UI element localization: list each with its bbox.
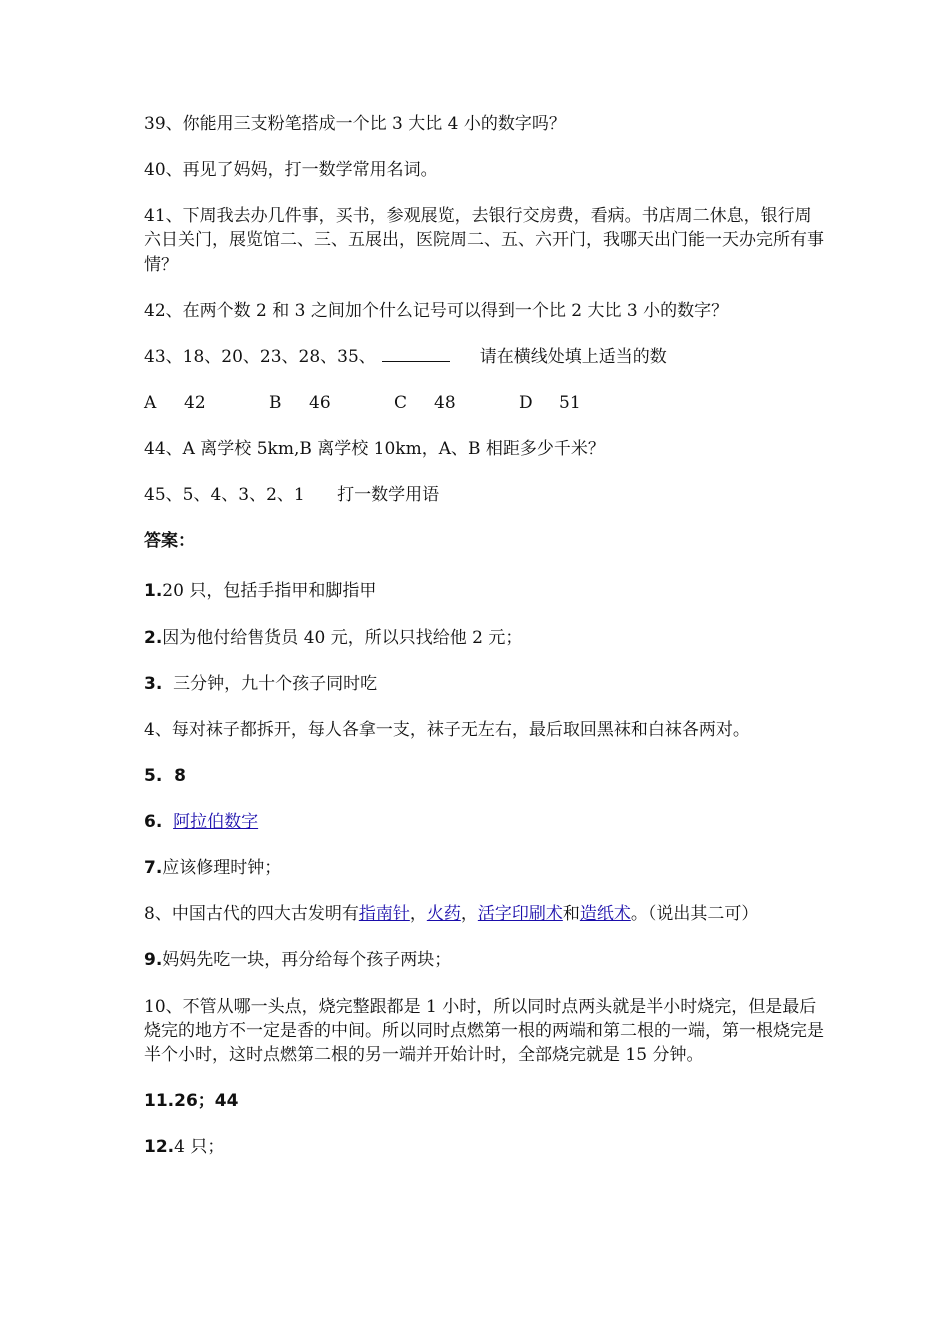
question-41: 41、下周我去办几件事，买书，参观展览，去银行交房费，看病。书店周二休息，银行周六日关门，展览馆二、三、五展出，医院周二、五、六开门，我哪天出门能一天办完所有事情？ [144, 206, 824, 275]
question-44: 44、A 离学校 5km,B 离学校 10km，A、B 相距多少千米？ [144, 439, 605, 459]
question-39: 39、你能用三支粉笔搭成一个比 3 大比 4 小的数字吗？ [144, 114, 566, 134]
answer-text: 因为他付给售货员 40 元，所以只找给他 2 元； [162, 627, 523, 648]
answer-number: 6. [144, 812, 163, 832]
question-43-options [144, 391, 824, 415]
option-d [519, 391, 644, 415]
question-43-instruction: 请在横线处填上适当的数 [479, 346, 667, 367]
question-43-sequence: 43、18、20、23、28、35、 [144, 346, 376, 367]
question-43 [144, 345, 824, 369]
answer-text: 应该修理时钟； [162, 858, 282, 879]
answer-9 [144, 948, 824, 972]
answer-8 [144, 902, 824, 926]
answer-number: 1. [144, 581, 163, 602]
answer-12 [144, 1135, 824, 1159]
option-value: 46 [309, 392, 331, 413]
question-45: 45、5、4、3、2、1 打一数学用语 [144, 485, 440, 506]
option-letter: A [144, 392, 157, 413]
option-letter: B [269, 392, 282, 413]
answer-number: 9. [144, 950, 163, 971]
option-b [269, 391, 394, 415]
link-gunpowder[interactable]: 火药 [426, 904, 461, 925]
answer-text: 三分钟，九十个孩子同时吃 [162, 673, 378, 694]
link-movable-type-printing[interactable]: 活字印刷术 [477, 904, 563, 925]
separator: 和 [562, 904, 580, 925]
separator: ， [409, 904, 427, 925]
separator: ， [460, 904, 478, 925]
question-42: 42、在两个数 2 和 3 之间加个什么记号可以得到一个比 2 大比 3 小的数字？ [144, 300, 729, 321]
link-arabic-numerals[interactable]: 阿拉伯数字 [173, 812, 259, 832]
option-a [144, 391, 269, 415]
answer-7 [144, 856, 824, 880]
answer-6 [144, 810, 824, 834]
question-40: 40、再见了妈妈，打一数学常用名词。 [144, 160, 438, 181]
answer-2 [144, 626, 824, 650]
answer-blank [382, 347, 450, 362]
option-value: 48 [434, 392, 456, 413]
answer-5: 5. 8 [144, 765, 186, 786]
link-compass[interactable]: 指南针 [358, 904, 410, 925]
document-page [144, 112, 824, 1181]
answer-number: 2. [144, 627, 163, 648]
option-letter: C [394, 392, 408, 413]
answer-text: 20 只，包括手指甲和脚指甲 [162, 581, 377, 602]
answer-suffix: 。（说出其二可） [630, 904, 759, 925]
answer-1 [144, 579, 824, 603]
answer-10: 10、不管从哪一头点，烧完整跟都是 1 小时，所以同时点两头就是半小时烧完，但是最后烧完的地方不一定是香的中间。所以同时点燃第一根的两端和第二根的一端，第一根烧完是半个小时，这时点燃第二根的另一端并开始计时，全部烧完就是 15 分钟。 [144, 996, 824, 1065]
answer-number: 3. [144, 673, 163, 694]
option-letter: D [519, 392, 533, 413]
answer-text: 4 只； [174, 1137, 225, 1157]
answer-number: 7. [144, 858, 163, 879]
link-papermaking[interactable]: 造纸术 [579, 904, 631, 925]
answer-number: 12. [144, 1137, 175, 1157]
option-c [394, 391, 519, 415]
option-value: 42 [184, 392, 206, 413]
answer-11: 11.26；44 [144, 1090, 239, 1111]
answer-4: 4、每对袜子都拆开，每人各拿一支，袜子无左右，最后取回黑袜和白袜各两对。 [144, 719, 750, 740]
answer-text: 8、中国古代的四大古发明有 [144, 904, 359, 925]
answer-3 [144, 672, 824, 696]
option-value: 51 [559, 392, 581, 413]
answers-heading: 答案： [144, 531, 195, 552]
answer-text: 妈妈先吃一块，再分给每个孩子两块； [162, 950, 452, 971]
